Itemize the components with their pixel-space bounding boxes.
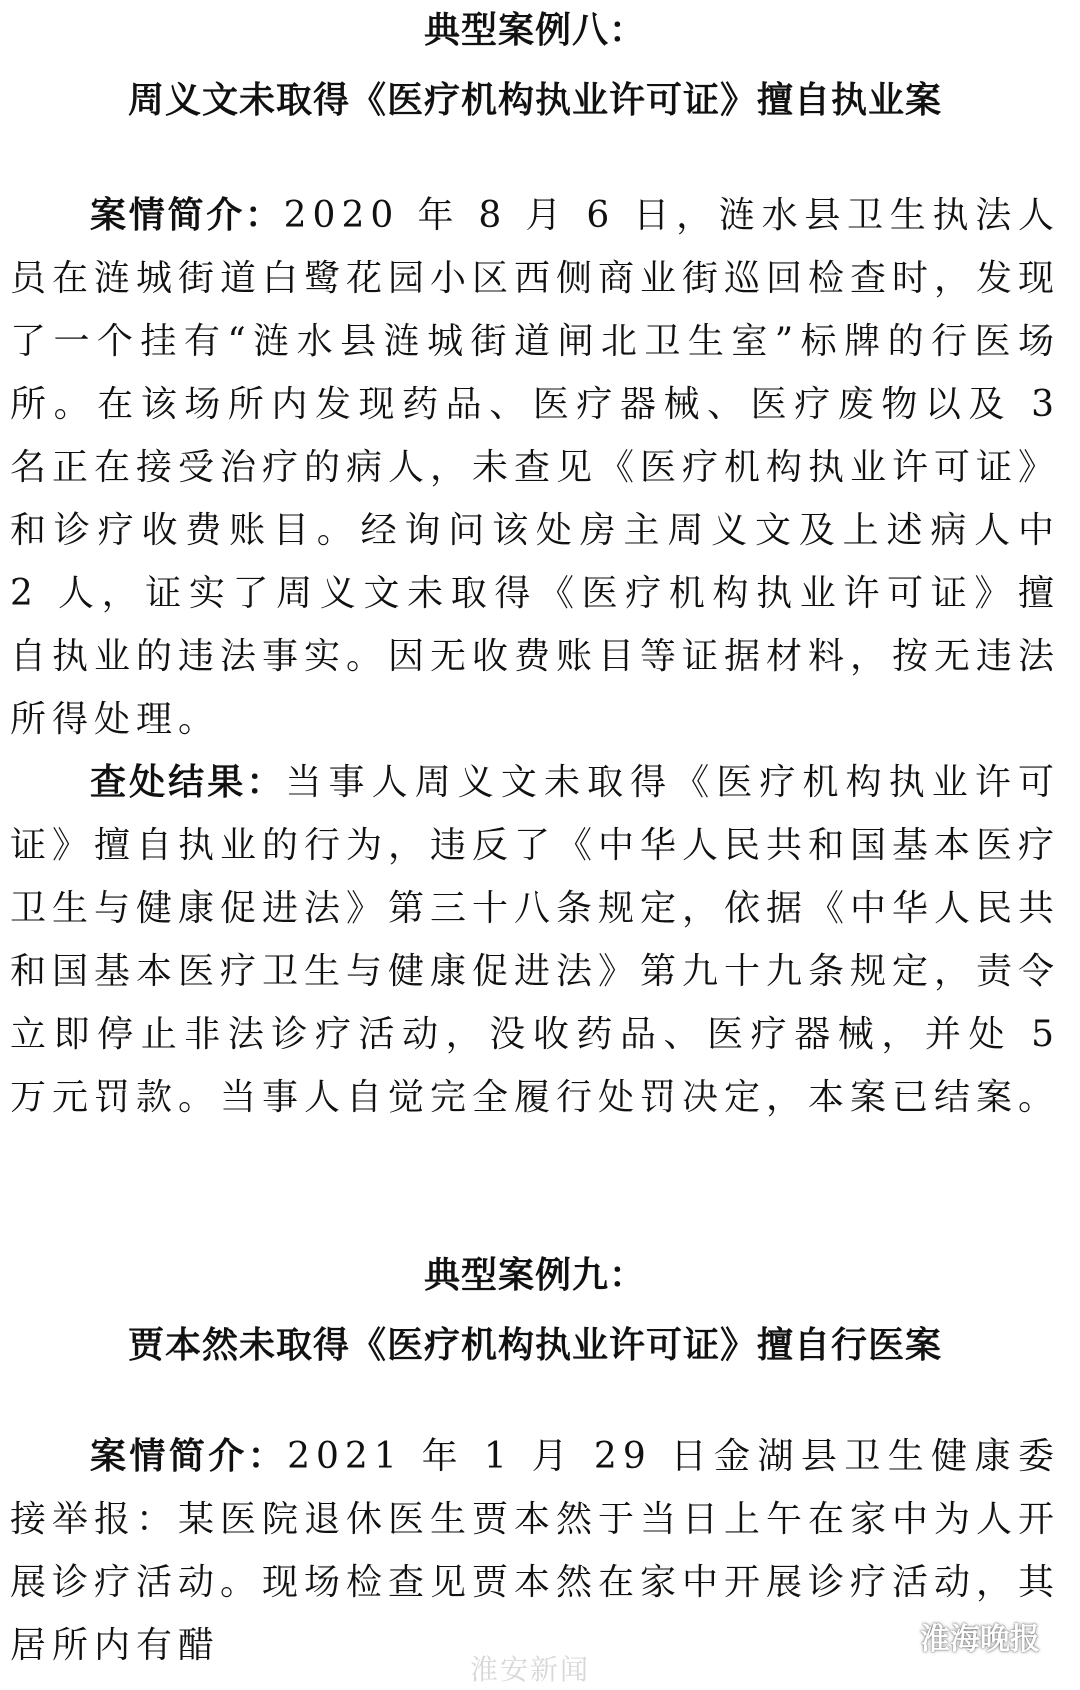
case-label: 典型案例八： (423, 9, 646, 51)
source-watermark (872, 1614, 1040, 1658)
watermark-text: 淮海晚报 (920, 1623, 1040, 1656)
wechat-icon (872, 1619, 912, 1653)
paragraph-lead: 案情简介： (90, 1435, 288, 1477)
paragraph-text: 2021 年 1 月 29 日金湖县卫生健康委接举报：某医院退休医生贾本然于当日上午在家中为人开展诊疗活动。现场检查见贾本然在家中开展诊疗活动，其居所内有醋 (10, 1436, 1061, 1666)
case-label: 典型案例九： (423, 1254, 646, 1296)
case-title: 贾本然未取得《医疗机构执业许可证》擅自行医案 (127, 1324, 942, 1366)
faint-watermark: 淮安新闻 (470, 1654, 591, 1685)
paragraph-lead: 案情简介： (90, 194, 284, 236)
paragraph-text: 2020 年 8 月 6 日，涟水县卫生执法人员在涟城街道白鹭花园小区西侧商业街巡回检查时，发现了一个挂有“涟水县涟城街道闸北卫生室”标牌的行医场所。在该场所内发现药品、医疗器械、医疗废物以及 3 名正在接受治疗的病人，未查见《医疗机构执业许可证》和诊疗收费账目。经询问该处房主周义文及上述病人中 2 人，证实了周义文未取得《医疗机构执业许可证》擅自执业的违法事实。因无收费账目等证据材料，按无违法所得处理。 (10, 195, 1061, 740)
case-paragraph (10, 751, 1060, 1129)
case-section-8 (10, 8, 1060, 1129)
case-title: 周义文未取得《医疗机构执业许可证》擅自执业案 (127, 79, 942, 121)
paragraph-text: 当事人周义文未取得《医疗机构执业许可证》擅自执业的行为，违反了《中华人民共和国基本医疗卫生与健康促进法》第三十八条规定，依据《中华人民共和国基本医疗卫生与健康促进法》第九十九条规定，责令立即停止非法诊疗活动，没收药品、医疗器械，并处 5 万元罚款。当事人自觉完全履行处罚决定，本案已结案。 (10, 762, 1061, 1118)
paragraph-lead: 查处结果： (90, 761, 286, 803)
case-paragraph (10, 184, 1060, 751)
